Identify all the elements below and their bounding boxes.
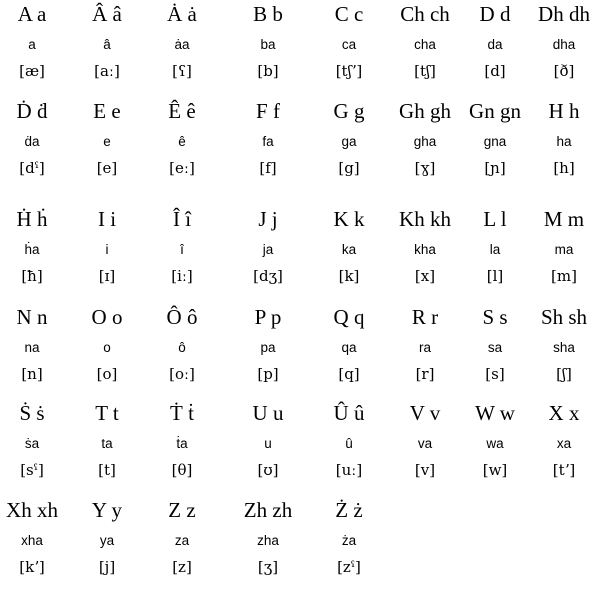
letter-ipa: [sˤ] [20, 461, 44, 479]
letter-glyph: H h [548, 99, 580, 123]
letter-cell [527, 303, 595, 401]
letter-glyph: Ȧ ȧ [167, 2, 197, 26]
letter-ipa: [k] [338, 267, 360, 285]
letter-name: e [103, 134, 111, 149]
letter-ipa: [ɪ] [98, 267, 116, 285]
letter-glyph: Ch ch [400, 2, 450, 26]
letter-glyph: Ḋ ḋ [16, 99, 48, 123]
letter-glyph: Gn gn [469, 99, 521, 123]
letter-ipa: [ɣ] [414, 159, 436, 177]
letter-name: ba [260, 37, 276, 52]
letter-glyph: S s [482, 305, 508, 329]
letter-cell [145, 97, 219, 195]
letter-name: pa [260, 340, 276, 355]
letter-glyph: Ṫ ṫ [170, 401, 194, 425]
letter-name: î [180, 242, 184, 257]
letter-cell [70, 97, 144, 195]
letter-cell [231, 0, 305, 98]
letter-ipa: [g] [338, 159, 360, 177]
letter-glyph: Kh kh [399, 207, 451, 231]
letter-name: dha [552, 37, 576, 52]
letter-ipa: [z] [172, 558, 192, 576]
letter-name: kha [414, 242, 436, 257]
letter-name: ma [554, 242, 574, 257]
letter-ipa: [f] [259, 159, 277, 177]
letter-glyph: Z z [168, 498, 196, 522]
letter-glyph: Xh xh [6, 498, 58, 522]
letter-ipa: [x] [414, 267, 436, 285]
letter-name: da [487, 37, 503, 52]
letter-ipa: [e] [96, 159, 118, 177]
letter-name: zha [257, 533, 279, 548]
letter-name: ra [418, 340, 431, 355]
letter-glyph: Dh dh [538, 2, 590, 26]
alphabet-row [0, 496, 595, 594]
letter-glyph: T t [95, 401, 119, 425]
letter-glyph: Û û [333, 401, 365, 425]
letter-cell [70, 303, 144, 401]
letter-cell [231, 303, 305, 401]
letter-name: i [105, 242, 109, 257]
letter-cell [70, 399, 144, 497]
letter-name: la [489, 242, 501, 257]
letter-cell [0, 205, 69, 303]
letter-name: gna [483, 134, 507, 149]
letter-glyph: J j [258, 207, 278, 231]
letter-glyph: Sh sh [540, 305, 588, 329]
letter-name: fa [262, 134, 274, 149]
letter-ipa: [b] [257, 62, 279, 80]
letter-name: ya [99, 533, 115, 548]
letter-name: ha [556, 134, 572, 149]
letter-name: o [103, 340, 111, 355]
letter-cell [0, 303, 69, 401]
alphabet-row [0, 97, 595, 195]
letter-name: ȧa [174, 37, 190, 52]
letter-ipa: [eː] [169, 159, 195, 177]
letter-ipa: [ð] [553, 62, 575, 80]
letter-cell [145, 496, 219, 594]
letter-cell [0, 97, 69, 195]
letter-name: ḋa [24, 134, 40, 149]
letter-ipa: [d] [484, 62, 506, 80]
letter-ipa: [kʼ] [19, 558, 45, 576]
letter-name: cha [414, 37, 436, 52]
letter-ipa: [dʒ] [253, 267, 283, 285]
letter-glyph: O o [91, 305, 123, 329]
letter-ipa: [l] [486, 267, 504, 285]
letter-cell [527, 205, 595, 303]
letter-ipa: [tʼ] [552, 461, 576, 479]
letter-cell [70, 496, 144, 594]
letter-cell [231, 496, 305, 594]
letter-ipa: [iː] [171, 267, 193, 285]
letter-ipa: [t] [98, 461, 116, 479]
alphabet-row [0, 399, 595, 497]
letter-ipa: [w] [482, 461, 508, 479]
letter-glyph: I i [97, 207, 117, 231]
letter-glyph: R r [411, 305, 439, 329]
letter-glyph: Ṡ ṡ [19, 401, 45, 425]
letter-cell [312, 496, 386, 594]
letter-ipa: [n] [21, 365, 43, 383]
letter-name: sha [553, 340, 575, 355]
letter-glyph: W w [475, 401, 515, 425]
alphabet-row [0, 303, 595, 401]
letter-cell [312, 0, 386, 98]
letter-glyph: A a [17, 2, 47, 26]
letter-cell [0, 0, 69, 98]
letter-glyph: U u [252, 401, 284, 425]
letter-cell [0, 399, 69, 497]
letter-ipa: [zˤ] [337, 558, 361, 576]
letter-name: ga [341, 134, 357, 149]
letter-glyph: C c [334, 2, 364, 26]
letter-cell [231, 97, 305, 195]
letter-glyph: G g [333, 99, 365, 123]
letter-name: ê [178, 134, 186, 149]
letter-name: sa [487, 340, 503, 355]
letter-glyph: Â â [92, 2, 122, 26]
letter-ipa: [tʃ] [414, 62, 436, 80]
letter-glyph: Y y [91, 498, 123, 522]
letter-ipa: [o] [96, 365, 118, 383]
letter-cell [145, 205, 219, 303]
letter-name: ca [341, 37, 357, 52]
letter-name: ḣa [24, 242, 40, 257]
letter-glyph: P p [254, 305, 282, 329]
letter-glyph: B b [253, 2, 283, 26]
letter-name: xha [21, 533, 43, 548]
letter-glyph: L l [483, 207, 507, 231]
letter-glyph: Ḣ ḣ [16, 207, 48, 231]
letter-ipa: [oː] [169, 365, 195, 383]
letter-glyph: F f [256, 99, 280, 123]
letter-ipa: [ʒ] [257, 558, 279, 576]
letter-ipa: [ɲ] [484, 159, 506, 177]
letter-name: za [174, 533, 190, 548]
letter-glyph: Zh zh [243, 498, 293, 522]
letter-cell [312, 399, 386, 497]
letter-ipa: [ʕ] [172, 62, 192, 80]
letter-cell [527, 399, 595, 497]
letter-name: ja [262, 242, 274, 257]
letter-ipa: [ʊ] [257, 461, 279, 479]
letter-cell [231, 399, 305, 497]
letter-name: xa [556, 436, 572, 451]
letter-name: ṫa [176, 436, 188, 451]
letter-glyph: Ż ż [335, 498, 363, 522]
letter-cell [231, 205, 305, 303]
letter-ipa: [q] [338, 365, 360, 383]
letter-glyph: K k [333, 207, 365, 231]
letter-ipa: [r] [415, 365, 435, 383]
letter-name: qa [341, 340, 357, 355]
letter-name: ka [341, 242, 357, 257]
letter-name: ta [101, 436, 113, 451]
letter-glyph: Gh gh [399, 99, 451, 123]
letter-cell [145, 0, 219, 98]
letter-name: û [345, 436, 353, 451]
letter-ipa: [dˤ] [19, 159, 45, 177]
letter-glyph: Î î [172, 207, 192, 231]
letter-ipa: [aː] [94, 62, 120, 80]
letter-glyph: N n [16, 305, 48, 329]
letter-ipa: [v] [414, 461, 436, 479]
letter-cell [145, 399, 219, 497]
letter-cell [312, 97, 386, 195]
letter-name: ô [178, 340, 186, 355]
letter-cell [70, 205, 144, 303]
letter-name: a [28, 37, 36, 52]
letter-ipa: [m] [551, 267, 577, 285]
letter-glyph: E e [93, 99, 121, 123]
letter-cell [312, 205, 386, 303]
letter-ipa: [ħ] [21, 267, 43, 285]
letter-glyph: Ê ê [168, 99, 196, 123]
letter-ipa: [h] [553, 159, 575, 177]
letter-ipa: [j] [98, 558, 116, 576]
letter-ipa: [uː] [335, 461, 363, 479]
letter-cell [70, 0, 144, 98]
letter-name: va [417, 436, 433, 451]
letter-cell [527, 0, 595, 98]
letter-name: ża [341, 533, 357, 548]
letter-glyph: M m [543, 207, 585, 231]
letter-name: ṡa [24, 436, 40, 451]
letter-ipa: [tʃʼ] [335, 62, 363, 80]
letter-ipa: [æ] [19, 62, 45, 80]
letter-name: u [264, 436, 272, 451]
letter-glyph: D d [479, 2, 511, 26]
letter-name: gha [413, 134, 437, 149]
letter-ipa: [ʃ] [556, 365, 572, 383]
letter-name: wa [486, 436, 504, 451]
letter-ipa: [s] [485, 365, 505, 383]
alphabet-row [0, 0, 595, 98]
letter-cell [145, 303, 219, 401]
letter-glyph: V v [409, 401, 441, 425]
letter-name: â [103, 37, 111, 52]
letter-glyph: Q q [333, 305, 365, 329]
letter-cell [0, 496, 69, 594]
letter-ipa: [θ] [171, 461, 193, 479]
letter-cell [527, 97, 595, 195]
letter-glyph: Ô ô [166, 305, 198, 329]
letter-cell [312, 303, 386, 401]
letter-glyph: X x [548, 401, 580, 425]
alphabet-row [0, 205, 595, 303]
letter-name: na [24, 340, 40, 355]
letter-ipa: [p] [257, 365, 279, 383]
